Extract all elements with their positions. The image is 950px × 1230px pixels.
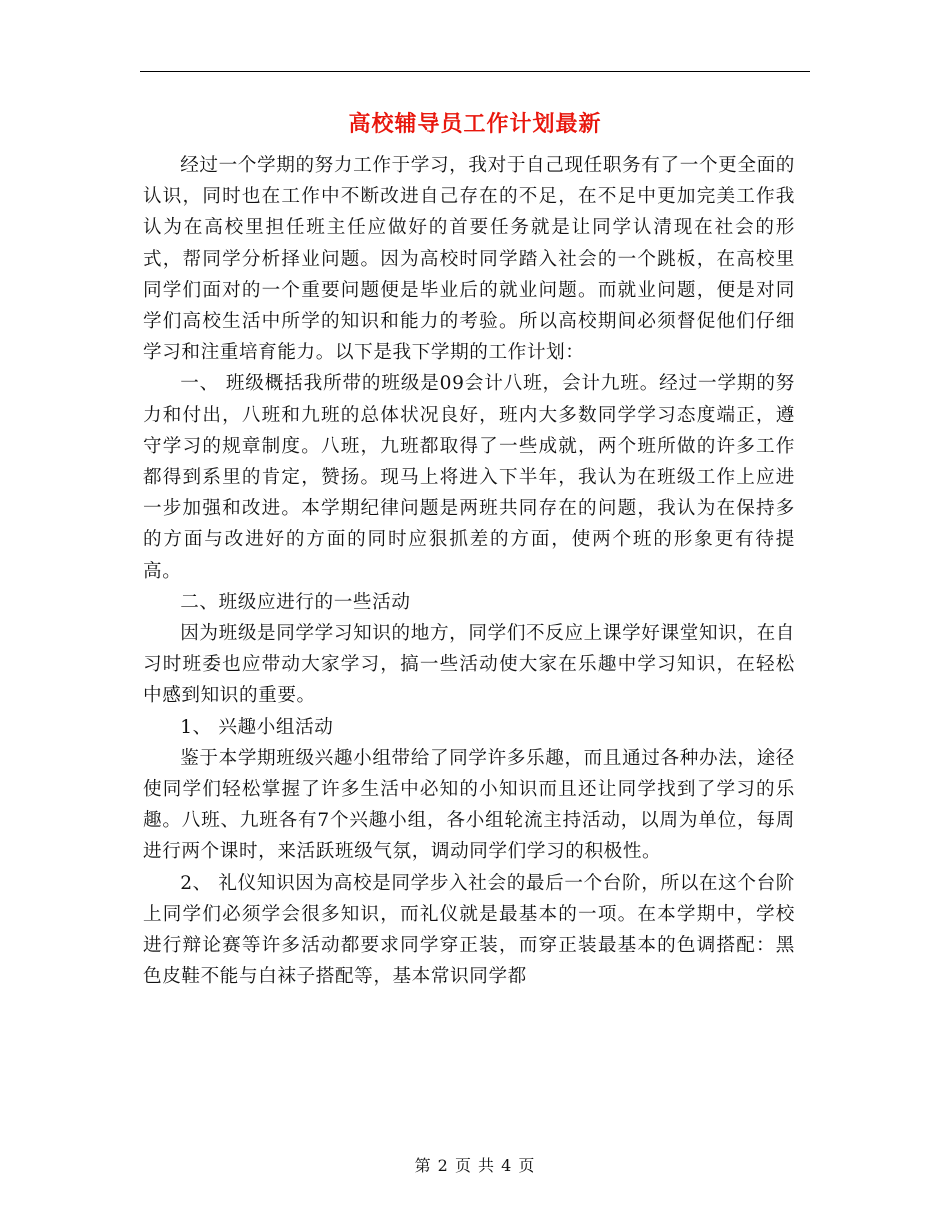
heading-interest-groups: 1、 兴趣小组活动: [180, 716, 334, 738]
header-rule: [140, 71, 810, 72]
paragraph-intro: 经过一个学期的努力工作于学习，我对于自己现任职务有了一个更全面的认识，同时也在工作中不断改进自己存在的不足，在不足中更加完美工作我认为在高校里担任班主任应做好的首要任务就是让同学认清现在社会的形式，帮同学分析择业问题。因为高校时同学踏入社会的一个跳板，在高校里同学们面对的一个重要问题便是毕业后的就业问题。而就业问题，便是对同学们高校生活中所学的知识和能力的考验。所以高校期间必须督促他们仔细学习和注重培育能力。以下是我下学期的工作计划：: [143, 155, 795, 364]
page-number-footer: 第 2 页 共 4 页: [414, 1156, 536, 1175]
paragraph-interest-groups: 鉴于本学期班级兴趣小组带给了同学许多乐趣，而且通过各种办法，途径使同学们轻松掌握了许多生活中必知的小知识而且还让同学找到了学习的乐趣。八班、九班各有7个兴趣小组，各小组轮流主持活动，以周为单位，每周进行两个课时，来活跃班级气氛，调动同学们学习的积极性。: [143, 747, 795, 863]
document-body: [143, 150, 795, 992]
document-title: 高校辅导员工作计划最新: [348, 111, 602, 137]
heading-section-2: 二、班级应进行的一些活动: [180, 591, 411, 613]
paragraph-section-1: 一、 班级概括我所带的班级是09会计八班，会计九班。经过一学期的努力和付出，八班和九班的总体状况良好，班内大多数同学学习态度端正，遵守学习的规章制度。八班，九班都取得了一些成就，两个班所做的许多工作都得到系里的肯定，赞扬。现马上将进入下半年，我认为在班级工作上应进一步加强和改进。本学期纪律问题是两班共同存在的问题，我认为在保持多的方面与改进好的方面的同时应狠抓差的方面，使两个班的形象更有待提高。: [143, 373, 795, 582]
paragraph-section-2: 因为班级是同学学习知识的地方，同学们不反应上课学好课堂知识，在自习时班委也应带动大家学习，搞一些活动使大家在乐趣中学习知识，在轻松中感到知识的重要。: [143, 623, 795, 707]
paragraph-etiquette: 2、 礼仪知识因为高校是同学步入社会的最后一个台阶，所以在这个台阶上同学们必须学会很多知识，而礼仪就是最基本的一项。在本学期中，学校进行辩论赛等许多活动都要求同学穿正装，而穿正装最基本的色调搭配：黑色皮鞋不能与白袜子搭配等，基本常识同学都: [143, 872, 795, 988]
